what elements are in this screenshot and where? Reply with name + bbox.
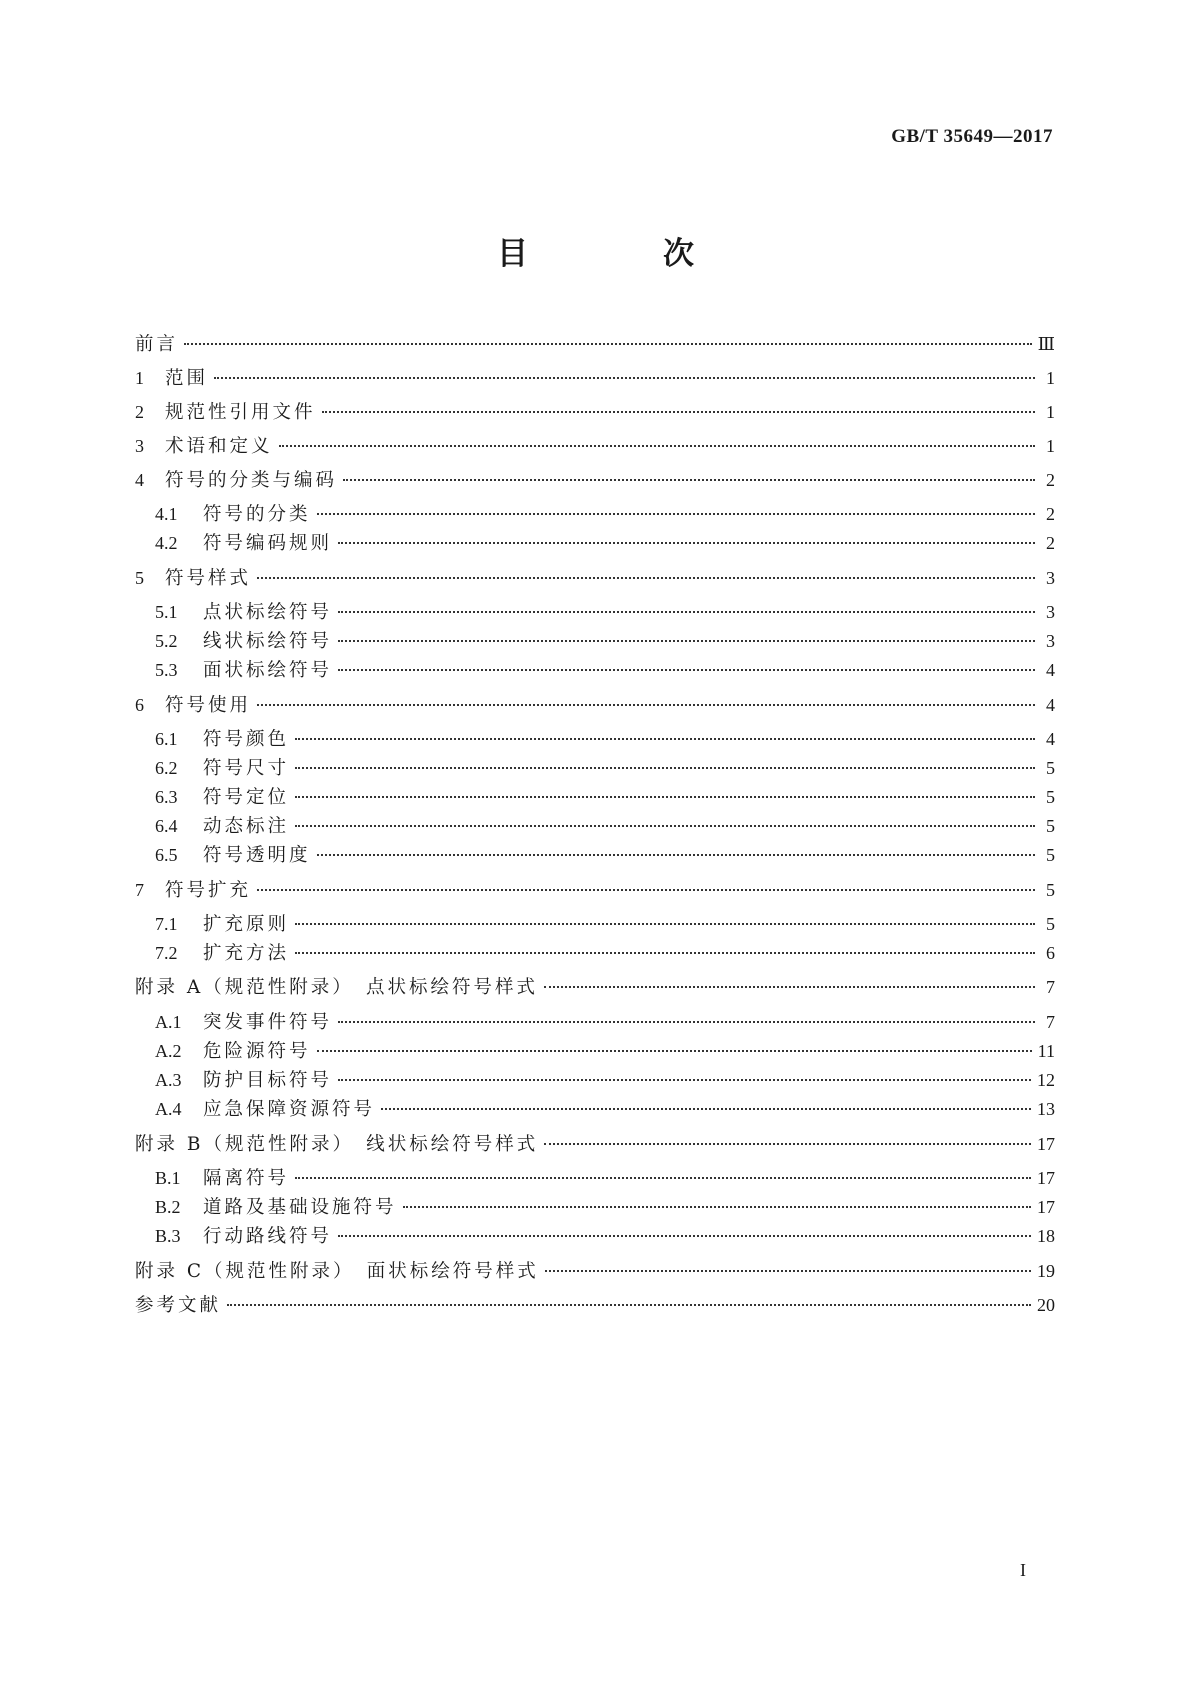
toc-leader-dots bbox=[317, 1050, 1032, 1052]
toc-entry[interactable] bbox=[135, 434, 1055, 458]
toc-entry-label: 面状标绘符号 bbox=[203, 660, 333, 681]
toc-entry-page: 4 bbox=[1046, 660, 1055, 680]
toc-entry-label: 隔离符号 bbox=[203, 1168, 290, 1189]
toc-entry-label: 符号尺寸 bbox=[203, 758, 290, 779]
toc-leader-dots bbox=[295, 1177, 1031, 1179]
toc-entry-number: 6.4 bbox=[155, 816, 178, 836]
toc-entry-label: 动态标注 bbox=[203, 816, 290, 837]
toc-entry[interactable] bbox=[135, 975, 1055, 999]
toc-entry-number: 6.1 bbox=[155, 729, 178, 749]
toc-leader-dots bbox=[338, 669, 1035, 671]
toc-entry-number: 6 bbox=[135, 695, 144, 715]
toc-leader-dots bbox=[544, 986, 1035, 988]
toc-entry-page: 7 bbox=[1046, 1012, 1055, 1032]
toc-leader-dots bbox=[295, 738, 1035, 740]
toc-entry-number: 1 bbox=[135, 368, 144, 388]
toc-entry-label: 危险源符号 bbox=[203, 1041, 311, 1062]
toc-entry[interactable] bbox=[135, 1166, 1055, 1190]
toc-entry-page: 5 bbox=[1046, 816, 1055, 836]
toc-entry-number: 7.2 bbox=[155, 943, 178, 963]
toc-entry-number: 5.2 bbox=[155, 631, 178, 651]
toc-entry-label: 道路及基础设施符号 bbox=[203, 1197, 397, 1218]
toc-entry[interactable] bbox=[135, 566, 1055, 590]
toc-entry-page: 1 bbox=[1046, 436, 1055, 456]
toc-entry-number: 5 bbox=[135, 568, 144, 588]
toc-leader-dots bbox=[257, 577, 1035, 579]
toc-leader-dots bbox=[343, 479, 1035, 481]
toc-entry-page: 3 bbox=[1046, 602, 1055, 622]
toc-entry-label: 符号定位 bbox=[203, 787, 290, 808]
toc-entry[interactable] bbox=[135, 1010, 1055, 1034]
toc-entry[interactable] bbox=[135, 600, 1055, 624]
toc-leader-dots bbox=[544, 1143, 1031, 1145]
toc-entry-label: 符号编码规则 bbox=[203, 533, 333, 554]
toc-entry[interactable] bbox=[135, 878, 1055, 902]
toc-entry-label: 符号样式 bbox=[165, 568, 252, 589]
toc-entry-label: 附录 B（规范性附录） 线状标绘符号样式 bbox=[135, 1134, 539, 1155]
toc-entry[interactable] bbox=[135, 1132, 1055, 1156]
toc-entry-label: 范围 bbox=[165, 368, 209, 389]
toc-entry-page: 2 bbox=[1046, 470, 1055, 490]
toc-entry-page: 6 bbox=[1046, 943, 1055, 963]
toc-entry[interactable] bbox=[135, 1068, 1055, 1092]
toc-entry[interactable] bbox=[135, 785, 1055, 809]
toc-entry-page: 17 bbox=[1037, 1197, 1055, 1217]
toc-entry[interactable] bbox=[135, 332, 1055, 356]
toc-entry-page: 20 bbox=[1037, 1295, 1055, 1315]
toc-leader-dots bbox=[545, 1270, 1031, 1272]
toc-entry-page: 11 bbox=[1037, 1041, 1055, 1061]
toc-entry[interactable] bbox=[135, 756, 1055, 780]
toc-entry-number: A.2 bbox=[155, 1041, 182, 1061]
toc-entry-label: 防护目标符号 bbox=[203, 1070, 333, 1091]
toc-leader-dots bbox=[184, 343, 1032, 345]
toc-entry[interactable] bbox=[135, 531, 1055, 555]
toc-entry-page: 7 bbox=[1046, 977, 1055, 997]
toc-entry-number: 4.1 bbox=[155, 504, 178, 524]
toc-leader-dots bbox=[227, 1304, 1031, 1306]
toc-entry-label: 扩充方法 bbox=[203, 943, 290, 964]
toc-entry-page: 5 bbox=[1046, 845, 1055, 865]
toc-leader-dots bbox=[338, 1079, 1031, 1081]
toc-entry-page: 4 bbox=[1046, 695, 1055, 715]
toc-entry-label: 符号透明度 bbox=[203, 845, 311, 866]
toc-entry-page: 5 bbox=[1046, 914, 1055, 934]
toc-entry[interactable] bbox=[135, 941, 1055, 965]
toc-entry-page: 2 bbox=[1046, 504, 1055, 524]
page-title: 目 次 bbox=[497, 236, 746, 272]
toc-entry[interactable] bbox=[135, 1293, 1055, 1317]
toc-leader-dots bbox=[317, 854, 1035, 856]
toc-entry-number: 4.2 bbox=[155, 533, 178, 553]
toc-entry-label: 规范性引用文件 bbox=[165, 402, 316, 423]
toc-entry[interactable] bbox=[135, 1224, 1055, 1248]
toc-leader-dots bbox=[338, 1021, 1035, 1023]
toc-entry-number: 4 bbox=[135, 470, 144, 490]
toc-entry[interactable] bbox=[135, 366, 1055, 390]
toc-entry-label: 符号使用 bbox=[165, 695, 252, 716]
toc-entry-page: 18 bbox=[1037, 1226, 1055, 1246]
toc-entry-page: 17 bbox=[1037, 1168, 1055, 1188]
standard-code: GB/T 35649—2017 bbox=[891, 126, 1053, 147]
toc-entry-number: B.3 bbox=[155, 1226, 181, 1246]
toc-entry-page: 13 bbox=[1037, 1099, 1055, 1119]
toc-entry[interactable] bbox=[135, 629, 1055, 653]
toc-entry[interactable] bbox=[135, 400, 1055, 424]
toc-leader-dots bbox=[322, 411, 1035, 413]
toc-entry-number: B.2 bbox=[155, 1197, 181, 1217]
toc-entry-page: 17 bbox=[1037, 1134, 1055, 1154]
toc-entry[interactable] bbox=[135, 1195, 1055, 1219]
toc-entry-page: 5 bbox=[1046, 880, 1055, 900]
toc-entry-number: 6.5 bbox=[155, 845, 178, 865]
toc-entry[interactable] bbox=[135, 727, 1055, 751]
toc-entry[interactable] bbox=[135, 1039, 1055, 1063]
toc-entry-number: A.1 bbox=[155, 1012, 182, 1032]
toc-entry-page: 1 bbox=[1046, 402, 1055, 422]
toc-leader-dots bbox=[279, 445, 1035, 447]
toc-entry[interactable] bbox=[135, 468, 1055, 492]
toc-entry-number: 5.3 bbox=[155, 660, 178, 680]
footer-page-number: I bbox=[1020, 1560, 1026, 1580]
toc-entry[interactable] bbox=[135, 814, 1055, 838]
toc-entry[interactable] bbox=[135, 1097, 1055, 1121]
toc-entry-number: 6.3 bbox=[155, 787, 178, 807]
toc-entry-number: 7 bbox=[135, 880, 144, 900]
toc-entry-number: 5.1 bbox=[155, 602, 178, 622]
toc-leader-dots bbox=[338, 611, 1035, 613]
toc-entry-number: A.3 bbox=[155, 1070, 182, 1090]
toc-entry-number: 3 bbox=[135, 436, 144, 456]
toc-entry-page: 19 bbox=[1037, 1261, 1055, 1281]
toc-entry-page: 3 bbox=[1046, 568, 1055, 588]
toc-entry-label: 符号的分类与编码 bbox=[165, 470, 338, 491]
toc-leader-dots bbox=[317, 513, 1035, 515]
toc-entry-number: A.4 bbox=[155, 1099, 182, 1119]
toc-entry-label: 术语和定义 bbox=[165, 436, 273, 457]
toc-entry-page: 5 bbox=[1046, 758, 1055, 778]
toc-leader-dots bbox=[338, 542, 1035, 544]
toc-entry-label: 行动路线符号 bbox=[203, 1226, 333, 1247]
toc-leader-dots bbox=[381, 1108, 1031, 1110]
toc-entry[interactable] bbox=[135, 843, 1055, 867]
toc-entry-page: 1 bbox=[1046, 368, 1055, 388]
toc-entry-number: B.1 bbox=[155, 1168, 181, 1188]
toc-leader-dots bbox=[214, 377, 1035, 379]
toc-entry-page: 5 bbox=[1046, 787, 1055, 807]
toc-leader-dots bbox=[403, 1206, 1031, 1208]
toc-entry-label: 扩充原则 bbox=[203, 914, 290, 935]
toc-entry[interactable] bbox=[135, 912, 1055, 936]
toc-leader-dots bbox=[295, 796, 1035, 798]
toc-leader-dots bbox=[257, 889, 1035, 891]
toc-leader-dots bbox=[295, 767, 1035, 769]
toc-entry-label: 符号扩充 bbox=[165, 880, 252, 901]
toc-entry-label: 前言 bbox=[135, 334, 179, 355]
toc-entry-page: Ⅲ bbox=[1037, 334, 1055, 354]
toc-leader-dots bbox=[295, 923, 1035, 925]
toc-leader-dots bbox=[295, 952, 1035, 954]
toc-entry[interactable] bbox=[135, 502, 1055, 526]
toc-entry-label: 参考文献 bbox=[135, 1295, 222, 1316]
toc-entry[interactable] bbox=[135, 658, 1055, 682]
toc-entry-label: 突发事件符号 bbox=[203, 1012, 333, 1033]
toc-entry-page: 12 bbox=[1037, 1070, 1055, 1090]
toc-entry-page: 2 bbox=[1046, 533, 1055, 553]
toc-entry[interactable] bbox=[135, 693, 1055, 717]
toc-entry-number: 7.1 bbox=[155, 914, 178, 934]
toc-leader-dots bbox=[338, 640, 1035, 642]
toc-entry-label: 附录 C（规范性附录） 面状标绘符号样式 bbox=[135, 1261, 539, 1282]
toc-entry-label: 线状标绘符号 bbox=[203, 631, 333, 652]
toc-entry-label: 符号的分类 bbox=[203, 504, 311, 525]
toc-leader-dots bbox=[257, 704, 1035, 706]
toc-entry[interactable] bbox=[135, 1259, 1055, 1283]
toc-entry-label: 应急保障资源符号 bbox=[203, 1099, 376, 1120]
toc-entry-label: 点状标绘符号 bbox=[203, 602, 333, 623]
toc-entry-label: 附录 A（规范性附录） 点状标绘符号样式 bbox=[135, 977, 538, 998]
toc-leader-dots bbox=[295, 825, 1035, 827]
toc-leader-dots bbox=[338, 1235, 1031, 1237]
toc-entry-number: 6.2 bbox=[155, 758, 178, 778]
toc-entry-page: 4 bbox=[1046, 729, 1055, 749]
toc-entry-label: 符号颜色 bbox=[203, 729, 290, 750]
toc-entry-number: 2 bbox=[135, 402, 144, 422]
toc-entry-page: 3 bbox=[1046, 631, 1055, 651]
